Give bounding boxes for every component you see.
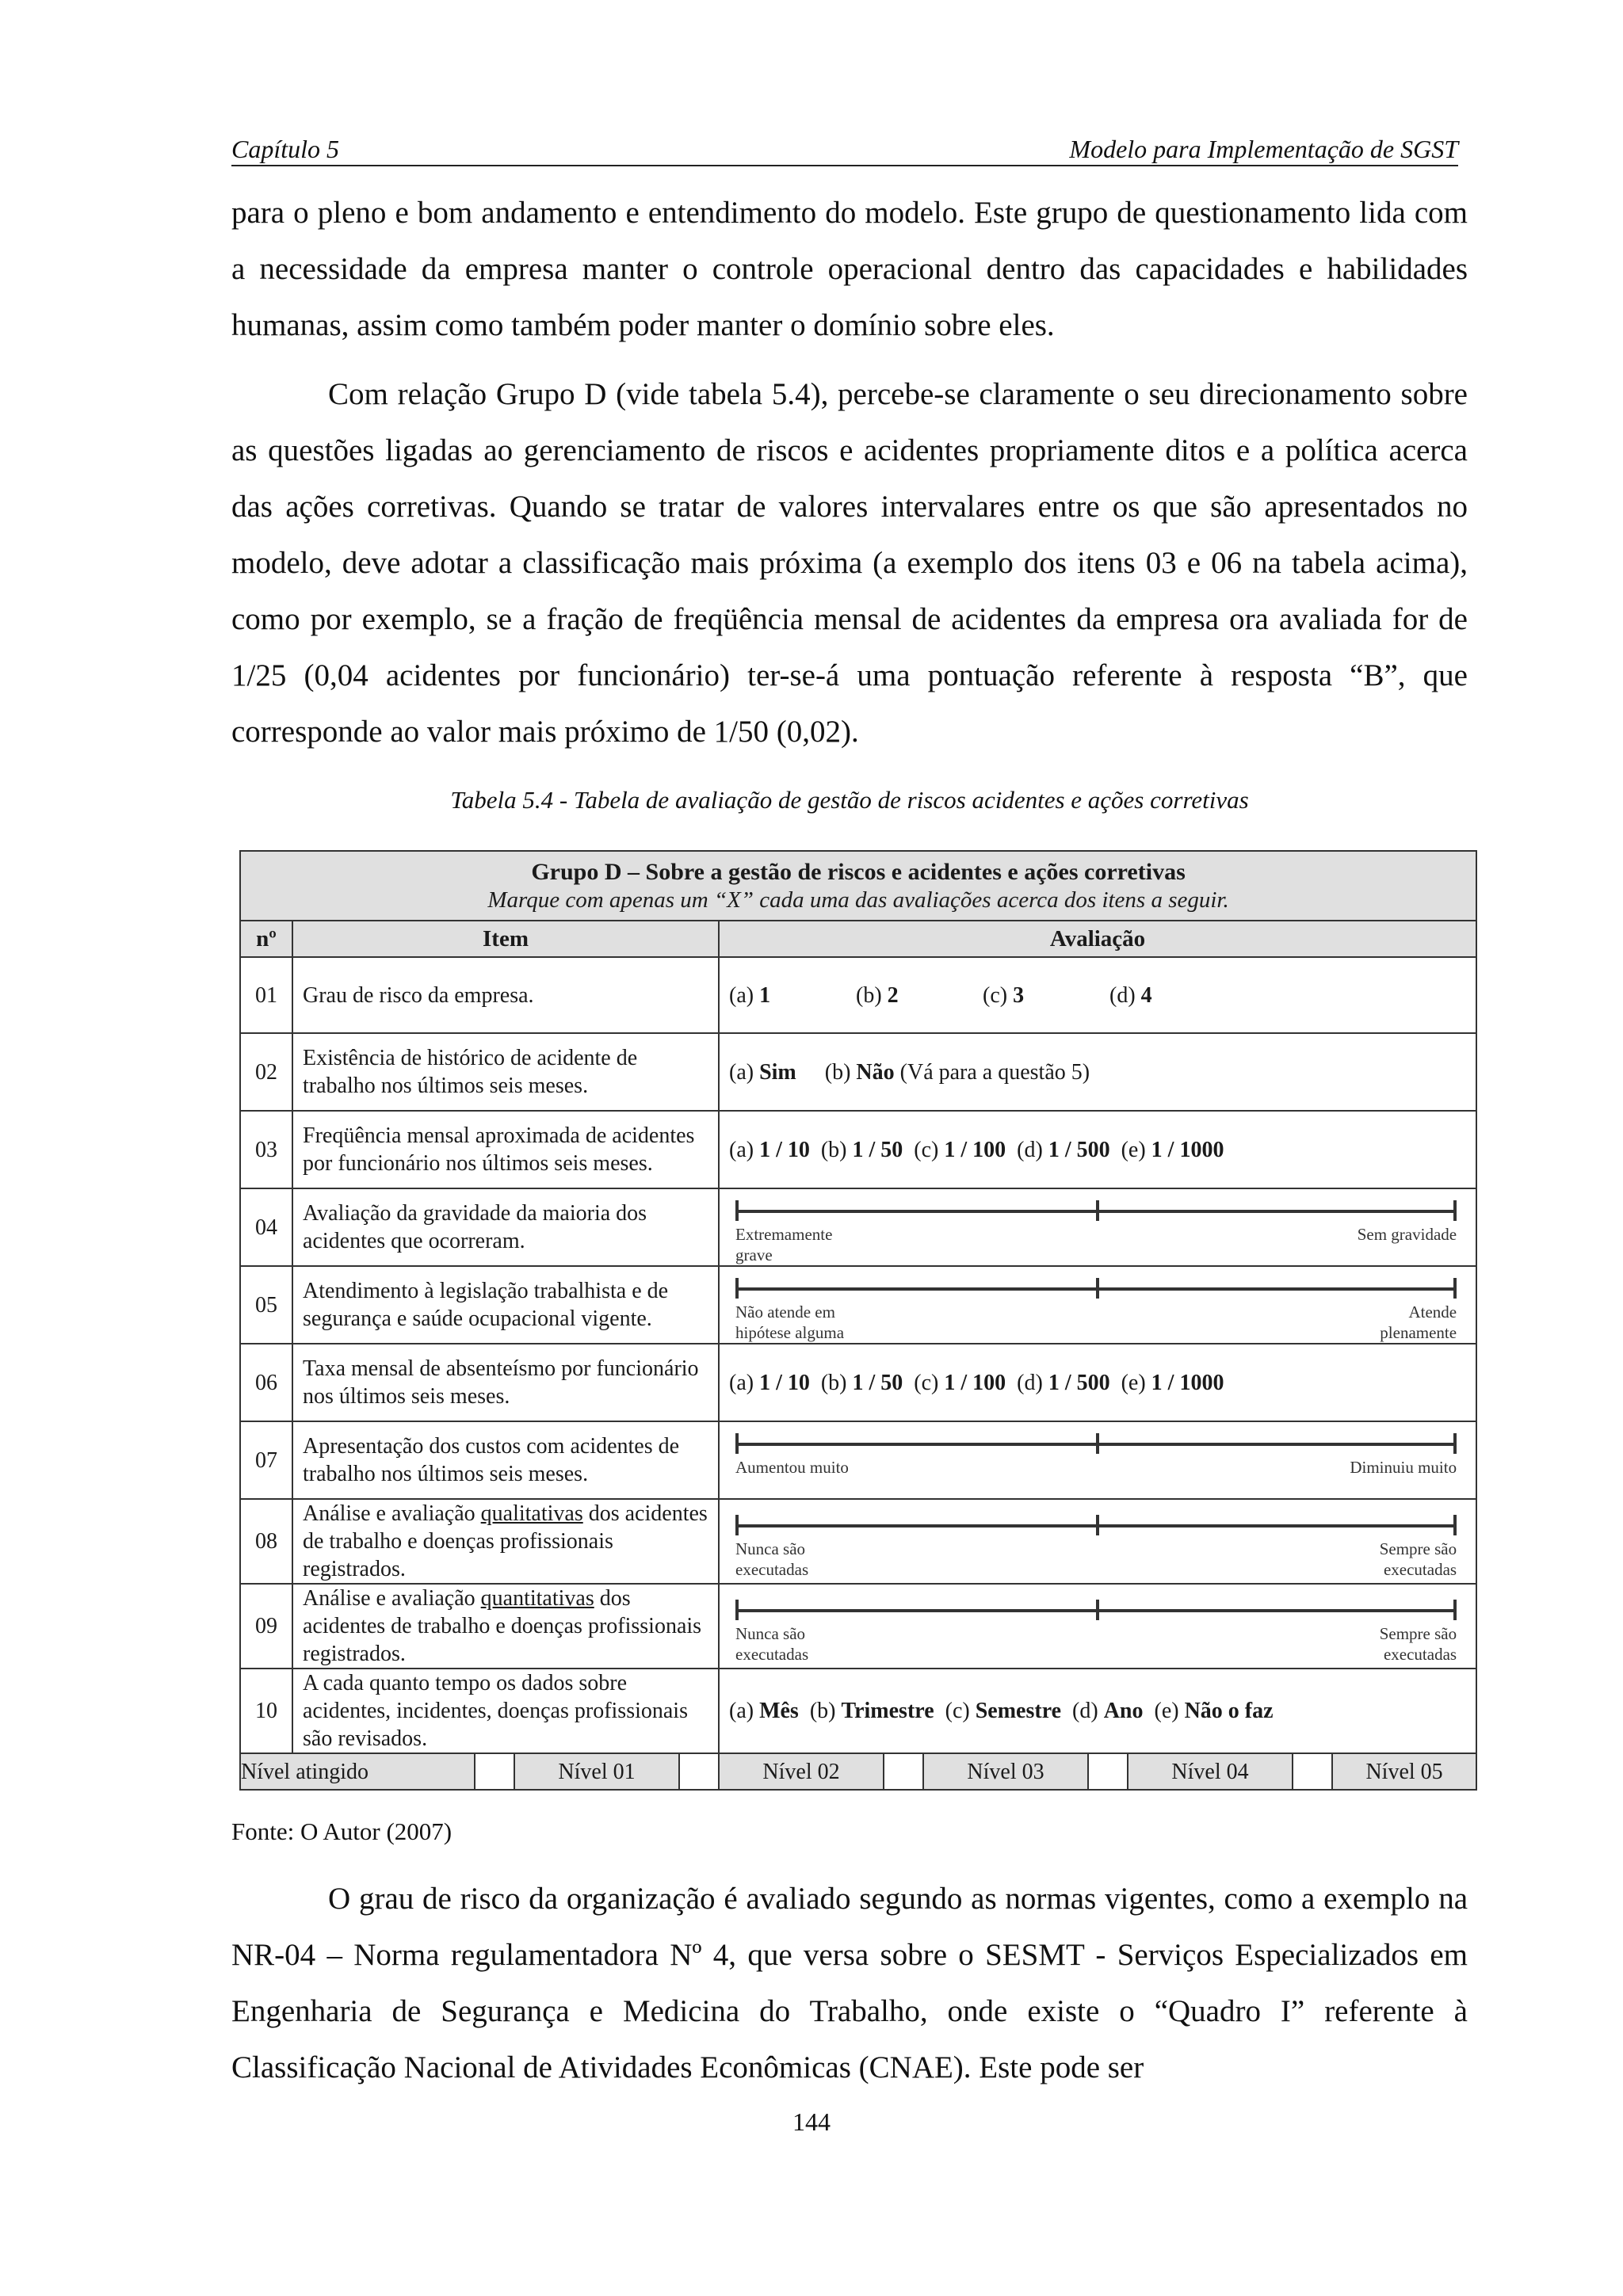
level-checkbox[interactable] bbox=[679, 1753, 719, 1790]
row-item bbox=[292, 1499, 719, 1584]
option[interactable] bbox=[914, 1369, 1006, 1397]
table-instruction: Marque com apenas um “X” cada uma das avaliações acerca dos itens a seguir. bbox=[487, 887, 1229, 913]
table-title: Grupo D – Sobre a gestão de riscos e acidentes e ações corretivas bbox=[531, 859, 1186, 885]
row-evaluation bbox=[719, 1266, 1476, 1344]
row-number: 04 bbox=[240, 1188, 292, 1266]
option[interactable] bbox=[729, 1136, 810, 1164]
option-letter: (a) bbox=[729, 1699, 760, 1723]
paragraph-1: para o pleno e bom andamento e entendimento do modelo. Este grupo de questionamento lida com a necessidade da empresa manter o controle operacional dentro das capacidades e habilidades humanas, assim como também poder manter o domínio sobre eles. bbox=[231, 196, 1468, 342]
option-value: Sim bbox=[759, 1059, 796, 1085]
option-value: 1 / 100 bbox=[944, 1137, 1006, 1162]
scale-tick bbox=[1096, 1600, 1099, 1620]
rating-scale[interactable] bbox=[729, 1508, 1466, 1579]
scale-tick bbox=[735, 1515, 739, 1535]
table-row bbox=[240, 1188, 1476, 1266]
table-row bbox=[240, 1111, 1476, 1188]
scale-tick bbox=[1453, 1278, 1457, 1299]
level-label: Nível atingido bbox=[240, 1753, 475, 1790]
option[interactable] bbox=[729, 982, 856, 1009]
option-value: 1 bbox=[759, 982, 771, 1008]
source-note: Fonte: O Autor (2007) bbox=[231, 1817, 453, 1845]
row-evaluation bbox=[719, 1669, 1476, 1753]
option-value: 3 bbox=[1013, 982, 1025, 1008]
scale-tick bbox=[1453, 1433, 1457, 1454]
option[interactable] bbox=[945, 1697, 1061, 1725]
table-row bbox=[240, 1344, 1476, 1421]
option-letter: (c) bbox=[914, 1137, 945, 1162]
row-item bbox=[292, 1584, 719, 1669]
option-letter: (b) bbox=[809, 1699, 842, 1723]
option[interactable] bbox=[825, 1058, 895, 1086]
scale-left-label: Aumentou muito bbox=[735, 1458, 849, 1477]
option-letter: (a) bbox=[729, 1059, 760, 1085]
table-row bbox=[240, 1584, 1476, 1669]
option-value: 1 / 50 bbox=[852, 1137, 903, 1162]
row-item: Taxa mensal de absenteísmo por funcionário nos últimos seis meses. bbox=[292, 1344, 719, 1421]
scale-left-label: Nunca são executadas bbox=[735, 1623, 809, 1664]
table-row bbox=[240, 1499, 1476, 1584]
row-evaluation bbox=[719, 1033, 1476, 1111]
row-number: 07 bbox=[240, 1421, 292, 1499]
row-item-text: dos acidentes de trabalho e doenças profissionais registrados. bbox=[303, 1501, 708, 1581]
option-letter: (d) bbox=[1017, 1137, 1048, 1162]
table-row bbox=[240, 1421, 1476, 1499]
scale-tick bbox=[1096, 1278, 1099, 1299]
option-letter: (e) bbox=[1154, 1699, 1185, 1723]
option-letter: (c) bbox=[945, 1699, 976, 1723]
option-value: Trimestre bbox=[841, 1699, 934, 1723]
option[interactable] bbox=[821, 1369, 903, 1397]
row-number: 05 bbox=[240, 1266, 292, 1344]
level-checkbox[interactable] bbox=[475, 1753, 514, 1790]
option-value: Semestre bbox=[975, 1699, 1062, 1723]
option-letter: (c) bbox=[914, 1370, 945, 1395]
row-evaluation bbox=[719, 1421, 1476, 1499]
row-evaluation bbox=[719, 1188, 1476, 1266]
rating-scale[interactable] bbox=[729, 1427, 1466, 1493]
row-number: 03 bbox=[240, 1111, 292, 1188]
option[interactable] bbox=[1121, 1136, 1224, 1164]
option[interactable] bbox=[983, 982, 1109, 1009]
option-value: Mês bbox=[759, 1699, 799, 1723]
header-chapter: Capítulo 5 bbox=[231, 135, 340, 163]
option-value: Não o faz bbox=[1184, 1699, 1274, 1723]
rating-scale[interactable] bbox=[729, 1194, 1466, 1264]
scale-tick bbox=[1453, 1600, 1457, 1620]
row-item-text: dos acidentes de trabalho e doenças profissionais registrados. bbox=[303, 1586, 702, 1666]
level-row bbox=[240, 1753, 1476, 1790]
paragraph-2: Com relação Grupo D (vide tabela 5.4), percebe-se claramente o seu direcionamento sobre as questões ligadas ao gerenciamento de riscos e acidentes propriamente ditos e a política acerca das ações corretivas. Quando se tratar de valores intervalares entre os que são apresentados no modelo, deve adotar a classificação mais próxima (a exemplo dos itens 03 e 06 na tabela acima), como por exemplo, se a fração de freqüência mensal de acidentes da empresa ora avaliada for de 1/25 (0,04 acidentes por funcionário) ter-se-á uma pontuação referente à resposta “B”, que corresponde ao valor mais próximo de 1/50 (0,02). bbox=[231, 377, 1468, 749]
row-item: Grau de risco da empresa. bbox=[292, 957, 719, 1033]
evaluation-table bbox=[239, 850, 1477, 1791]
header-number: nº bbox=[240, 921, 292, 957]
option[interactable] bbox=[729, 1058, 796, 1086]
row-number: 09 bbox=[240, 1584, 292, 1669]
option-letter: (d) bbox=[1072, 1699, 1104, 1723]
option[interactable] bbox=[856, 982, 983, 1009]
row-item-emphasis: qualitativas bbox=[480, 1501, 583, 1526]
option-value: 2 bbox=[887, 982, 899, 1008]
option-value: 1 / 50 bbox=[852, 1370, 903, 1395]
row-number: 01 bbox=[240, 957, 292, 1033]
level-name: Nível 02 bbox=[719, 1753, 884, 1790]
option-value: 1 / 500 bbox=[1048, 1137, 1110, 1162]
row-item-emphasis: quantitativas bbox=[480, 1586, 594, 1611]
rating-scale[interactable] bbox=[729, 1272, 1466, 1342]
scale-tick bbox=[1453, 1515, 1457, 1535]
level-checkbox[interactable] bbox=[884, 1753, 923, 1790]
option-letter: (d) bbox=[1109, 982, 1141, 1008]
row-evaluation bbox=[719, 1344, 1476, 1421]
row-item: A cada quanto tempo os dados sobre acidentes, incidentes, doenças profissionais são revisados. bbox=[292, 1669, 719, 1753]
option[interactable] bbox=[1109, 982, 1236, 1009]
scale-right-label: Atende plenamente bbox=[1380, 1302, 1457, 1342]
scale-left-label: Nunca são executadas bbox=[735, 1539, 809, 1579]
option[interactable] bbox=[1155, 1697, 1274, 1725]
level-checkbox[interactable] bbox=[1088, 1753, 1128, 1790]
header-item: Item bbox=[292, 921, 719, 957]
header-section-title: Modelo para Implementação de SGST bbox=[1069, 135, 1458, 163]
level-name: Nível 04 bbox=[1128, 1753, 1293, 1790]
scale-right-label: Sempre são executadas bbox=[1379, 1623, 1457, 1664]
scale-tick bbox=[1096, 1433, 1099, 1454]
level-checkbox[interactable] bbox=[1293, 1753, 1332, 1790]
option-letter: (b) bbox=[820, 1137, 853, 1162]
option[interactable] bbox=[821, 1136, 903, 1164]
option-letter: (b) bbox=[824, 1059, 857, 1085]
page-number: 144 bbox=[792, 2107, 831, 2136]
option-letter: (e) bbox=[1121, 1370, 1151, 1395]
option-value: 1 / 100 bbox=[944, 1370, 1006, 1395]
option[interactable] bbox=[1072, 1697, 1143, 1725]
table-caption: Tabela 5.4 - Tabela de avaliação de gestão de riscos acidentes e ações corretivas bbox=[450, 786, 1249, 814]
option-note: (Vá para a questão 5) bbox=[894, 1059, 1090, 1085]
scale-right-label: Diminuiu muito bbox=[1350, 1458, 1457, 1477]
row-item: Freqüência mensal aproximada de acidentes por funcionário nos últimos seis meses. bbox=[292, 1111, 719, 1188]
option[interactable] bbox=[914, 1136, 1006, 1164]
option-letter: (a) bbox=[729, 982, 760, 1008]
table-row bbox=[240, 1033, 1476, 1111]
scale-tick bbox=[735, 1600, 739, 1620]
row-item: Apresentação dos custos com acidentes de trabalho nos últimos seis meses. bbox=[292, 1421, 719, 1499]
option[interactable] bbox=[1121, 1369, 1224, 1397]
option[interactable] bbox=[1017, 1136, 1109, 1164]
scale-right-label: Sem gravidade bbox=[1357, 1225, 1457, 1244]
option-letter: (c) bbox=[983, 982, 1014, 1008]
scale-tick bbox=[1453, 1200, 1457, 1221]
option[interactable] bbox=[810, 1697, 934, 1725]
option[interactable] bbox=[1017, 1369, 1109, 1397]
level-name: Nível 01 bbox=[514, 1753, 679, 1790]
rating-scale[interactable] bbox=[729, 1593, 1466, 1664]
option[interactable] bbox=[729, 1369, 810, 1397]
row-item-text: Análise e avaliação bbox=[303, 1586, 481, 1611]
scale-tick bbox=[1096, 1515, 1099, 1535]
table-title-cell bbox=[240, 851, 1476, 921]
option-value: 1 / 500 bbox=[1048, 1370, 1110, 1395]
scale-left-label: Extremamente grave bbox=[735, 1225, 833, 1264]
scale-tick bbox=[735, 1200, 739, 1221]
option-value: Não bbox=[856, 1059, 895, 1085]
row-number: 02 bbox=[240, 1033, 292, 1111]
scale-left-label: Não atende em hipótese alguma bbox=[735, 1302, 845, 1342]
option-value: 1 / 1000 bbox=[1151, 1370, 1224, 1395]
running-header bbox=[231, 133, 1458, 166]
header-evaluation: Avaliação bbox=[719, 921, 1476, 957]
table-row bbox=[240, 957, 1476, 1033]
option-letter: (a) bbox=[729, 1370, 760, 1395]
option-letter: (b) bbox=[856, 982, 888, 1008]
row-number: 06 bbox=[240, 1344, 292, 1421]
option-value: 1 / 10 bbox=[759, 1370, 810, 1395]
level-name: Nível 03 bbox=[923, 1753, 1088, 1790]
level-name: Nível 05 bbox=[1332, 1753, 1476, 1790]
row-number: 08 bbox=[240, 1499, 292, 1584]
option-letter: (e) bbox=[1121, 1137, 1151, 1162]
row-evaluation bbox=[719, 957, 1476, 1033]
row-item: Avaliação da gravidade da maioria dos acidentes que ocorreram. bbox=[292, 1188, 719, 1266]
option-value: Ano bbox=[1103, 1699, 1144, 1723]
option-letter: (b) bbox=[820, 1370, 853, 1395]
option-value: 1 / 1000 bbox=[1151, 1137, 1224, 1162]
scale-tick bbox=[1096, 1200, 1099, 1221]
scale-tick bbox=[735, 1433, 739, 1454]
option-letter: (a) bbox=[729, 1137, 760, 1162]
table-row bbox=[240, 1266, 1476, 1344]
row-item: Atendimento à legislação trabalhista e de segurança e saúde ocupacional vigente. bbox=[292, 1266, 719, 1344]
scale-right-label: Sempre são executadas bbox=[1379, 1539, 1457, 1579]
option-letter: (d) bbox=[1017, 1370, 1048, 1395]
table-row bbox=[240, 1669, 1476, 1753]
row-item: Existência de histórico de acidente de trabalho nos últimos seis meses. bbox=[292, 1033, 719, 1111]
row-evaluation bbox=[719, 1111, 1476, 1188]
row-evaluation bbox=[719, 1499, 1476, 1584]
option-value: 1 / 10 bbox=[759, 1137, 810, 1162]
option-value: 4 bbox=[1140, 982, 1152, 1008]
row-item-text: Análise e avaliação bbox=[303, 1501, 481, 1526]
scale-tick bbox=[735, 1278, 739, 1299]
row-number: 10 bbox=[240, 1669, 292, 1753]
option[interactable] bbox=[729, 1697, 799, 1725]
row-evaluation bbox=[719, 1584, 1476, 1669]
paragraph-3: O grau de risco da organização é avaliado segundo as normas vigentes, como a exemplo na NR-04 – Norma regulamentadora Nº 4, que versa sobre o SESMT - Serviços Especializados em Engenharia de Segurança e Medicina do Trabalho, onde existe o “Quadro I” referente à Classificação Nacional de Atividades Econômicas (CNAE). Este pode ser bbox=[231, 1882, 1468, 2084]
